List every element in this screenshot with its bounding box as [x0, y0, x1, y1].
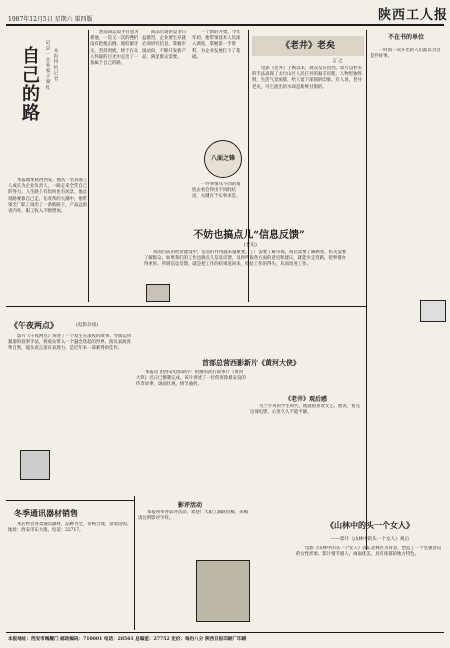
film-still-image	[20, 450, 50, 480]
laojing-byline: 言 之	[332, 59, 343, 64]
far-right-title: 不在书的单位	[387, 34, 424, 41]
info-badge	[146, 284, 170, 302]
shanlin-title: 《山林中的头一个女人》	[326, 520, 414, 530]
info-byline: (老史)	[244, 243, 257, 248]
section-rule	[6, 500, 134, 501]
film-title: 影评活动	[178, 502, 203, 509]
uphill-body: 影片《午夜两点》讲述了一个发生在深夜的故事。导演运用紧凑的叙事手法，将观众带入一个悬念迭起的世界。演员表演真挚自然，镜头语言富有表现力，是近年来一部难得的佳作。	[8, 334, 132, 352]
bagua-title: 八面之锋	[210, 155, 235, 162]
divider	[88, 30, 89, 302]
footer-rule	[6, 632, 444, 633]
column-title: 自己的路	[19, 46, 40, 122]
masthead: 陕西工人报	[378, 8, 449, 23]
byline: 本报特约记者	[53, 48, 58, 82]
uphill-note: (电影杂谈)	[76, 323, 98, 328]
seasoning-body: 乌兰字说的学生时代，他就很喜欢文艺。他说，看完这部电影，心里久久不能平静。	[250, 404, 360, 416]
bagua-badge	[204, 140, 242, 178]
column-title-block	[14, 36, 44, 176]
col1-body: 本报地址陕西西安。他从一名普通工人成长为企业负责人，一路走来全凭自己的努力。人生路上有坎坷也有风景，他总说路要靠自己走。在改革的大潮中，他带领全厂职工闯出了一条新路子，产品远销省内外，职工收入不断增加。	[8, 178, 88, 215]
divider	[366, 30, 367, 550]
shanlin-body: 电影《山林中的头一个女人》以东北林区为背景，塑造了一个坚强善良的女性形象。影片情节感人，画面优美，具有浓郁的地方特色。	[296, 546, 442, 558]
laojing-body: 电影《老井》上映以来，观众反应热烈。影片以朴实的手法表现了太行山区人民打井的艰辛历程，人物形象鲜明，生活气息浓郁，给人留下深刻的印象。有人说，老井老矣，可它流出的水却是新鲜甘甜的。	[252, 66, 362, 90]
ads-title: 冬季通讯器材销售	[14, 508, 78, 518]
col2-body: 然而命运似乎有意为难他，一次又一次的挫折没有把他击倒。他咬紧牙关，坚持到底，终于在众人怀疑的目光中走出了一条属于自己的路。	[90, 30, 139, 67]
col4-body: 一个新的开始。今年年初，他带领技术人员深入调查，掌握第一手资料，为企业发展打下了基础。	[192, 30, 241, 60]
bagua-body: 一件事情从不同的角度去看会得出不同的结论，关键在于实事求是。	[192, 182, 241, 200]
small-emblem	[420, 300, 446, 322]
laojing-banner	[252, 36, 364, 56]
guitar-illustration	[196, 560, 250, 622]
far-right-body: 一时间一次开出的人们都以为这是件好事。	[370, 48, 441, 60]
date-line: 1987年12月5日 星期六 第四版	[8, 16, 93, 23]
info-title: 不妨也搞点儿“信息反馈”	[193, 230, 305, 241]
uphill-title: 《午夜两点》	[10, 320, 58, 330]
col3-body: 商品市场的竞争日益激烈，企业要生存就必须讲究信息，掌握市场动向，不断开发新产品，满足群众需要。	[142, 30, 187, 60]
ads-body: 本店经营各类通讯器材，品种齐全，价格合理，欢迎选购。地址：西安市东大街。电话：22717。	[8, 522, 132, 534]
shou-body: 本报讯 由西安电影制片厂拍摄的武打故事片《黄河大侠》近日已摄制完成。该片讲述了一位侠客除暴安良的传奇故事，场面壮观，情节曲折。	[136, 370, 246, 388]
film-body: 本报将举办影评活动，欢迎广大职工踊跃投稿，来稿请注明影评字样。	[138, 510, 248, 522]
footer-text: 本报地址：西安市端履门 邮政编码：710001 电话：28561 总编室：27752 定价：每份八分 陕西日报印刷厂印刷	[8, 637, 247, 642]
column-subtitle: 记京一企业家子梁红	[45, 40, 50, 91]
seasoning-title: 《老井》观后感	[284, 396, 327, 403]
info-body: 我国目前的经济建设中，信息的作用越来越重要。工厂需要了解市场，商店需要了解顾客，机关需要了解群众。如果我们的工作也搞点儿信息反馈，及时听取各方面的意见和建议，就能少走弯路，把事情办得更好。所谓信息反馈，就是把工作的结果返回来，检验工作的得失，从而改进工作。	[144, 250, 347, 268]
shou-title: 首部总营西影新片《黄河大侠》	[202, 358, 300, 367]
header-rule	[6, 24, 444, 26]
shanlin-sub: ——影片《山林中的头一个女人》观后	[330, 537, 410, 542]
divider	[134, 496, 135, 630]
laojing-title: 《老井》老矣	[280, 41, 335, 51]
